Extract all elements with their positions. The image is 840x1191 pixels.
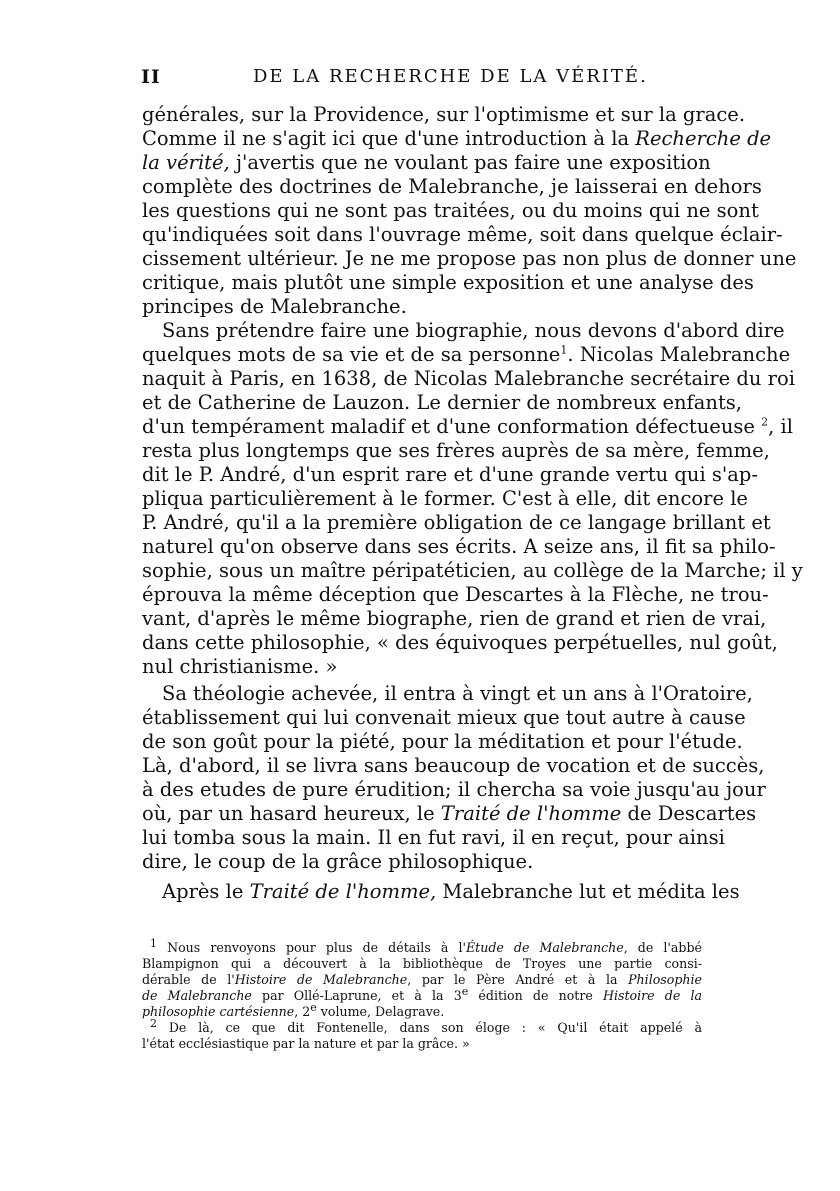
text-line: naquit à Paris, en 1638, de Nicolas Malebranche secrétaire du roi: [142, 367, 795, 390]
text-line: de son goût pour la piété, pour la méditation et pour l'étude.: [142, 730, 743, 753]
text-line: les questions qui ne sont pas traitées, ou du moins qui ne sont: [142, 199, 759, 222]
text-line: établissement qui lui convenait mieux que tout autre à cause: [142, 706, 746, 729]
text-line: nul christianisme. »: [142, 655, 338, 678]
text-line: dire, le coup de la grâce philosophique.: [142, 850, 534, 873]
text-line: quelques mots de sa vie et de sa personne$^1$. Nicolas Malebranche: [142, 343, 791, 366]
book-title-italic: la vérité,: [142, 151, 230, 174]
text-line: pliqua particulièrement à le former. C'est à elle, dit encore le: [142, 487, 748, 510]
text-line: où, par un hasard heureux, le Traité de l'homme de Descartes: [142, 802, 757, 825]
running-title: DE LA RECHERCHE DE LA VÉRITÉ.: [253, 66, 648, 87]
text-line: resta plus longtemps que ses frères auprès de sa mère, femme,: [142, 439, 770, 462]
text-line: qu'indiquées soit dans l'ouvrage même, soit dans quelque éclair-: [142, 223, 783, 246]
book-title-italic: Recherche de: [635, 127, 772, 150]
book-title-italic: Traité de l'homme: [440, 802, 622, 825]
text-line: critique, mais plutôt une simple exposition et une analyse des: [142, 271, 754, 294]
text-line: naturel qu'on observe dans ses écrits. A seize ans, il fit sa philo-: [142, 535, 776, 558]
footnote-line: $^2$ De là, ce que dit Fontenelle, dans son éloge : « Qu'il était appelé à: [150, 1016, 702, 1035]
text-line: générales, sur la Providence, sur l'optimisme et sur la grace.: [142, 103, 746, 126]
book-title-italic: Traité de l'homme,: [249, 880, 437, 903]
footnote-ref: 1: [560, 343, 568, 357]
text-line: dans cette philosophie, « des équivoques perpétuelles, nul goût,: [142, 631, 778, 654]
footnote-line: Blampignon qui a découvert à la bibliothèque de Troyes une partie consi-: [142, 956, 702, 971]
text-line: dit le P. André, d'un esprit rare et d'une grande vertu qui s'ap-: [142, 463, 758, 486]
footnote-ref: 2: [761, 415, 769, 429]
text-line: d'un tempérament maladif et d'une conformation défectueuse $^2$, il: [142, 415, 794, 438]
footnote-mark: 1: [150, 936, 157, 950]
text-line: cissement ultérieur. Je ne me propose pas non plus de donner une: [142, 247, 797, 270]
page-number: II: [141, 66, 161, 88]
footnote-line: l'état ecclésiastique par la nature et par la grâce. »: [142, 1036, 470, 1051]
footnote-mark: 2: [150, 1016, 157, 1030]
text-line: vant, d'après le même biographe, rien de grand et rien de vrai,: [142, 607, 767, 630]
text-line: la vérité, j'avertis que ne voulant pas faire une exposition: [142, 151, 711, 174]
footnote-line: philosophie cartésienne, 2e volume, Delagrave.: [142, 1000, 445, 1019]
footnote-line: de Malebranche par Ollé-Laprune, et à la 3e édition de notre Histoire de la: [142, 984, 702, 1003]
paragraph-start: Sans prétendre faire une biographie, nous devons d'abord dire: [162, 319, 785, 342]
text-line: à des etudes de pure érudition; il chercha sa voie jusqu'au jour: [142, 778, 766, 801]
text-line: lui tomba sous la main. Il en fut ravi, il en reçut, pour ainsi: [142, 826, 725, 849]
text-line: et de Catherine de Lauzon. Le dernier de nombreux enfants,: [142, 391, 742, 414]
text-line: P. André, qu'il a la première obligation de ce langage brillant et: [142, 511, 771, 534]
text-line: principes de Malebranche.: [142, 295, 407, 318]
paragraph-start: Sa théologie achevée, il entra à vingt et un ans à l'Oratoire,: [162, 682, 753, 705]
text-line: éprouva la même déception que Descartes à la Flèche, ne trou-: [142, 583, 769, 606]
text-line: Là, d'abord, il se livra sans beaucoup de vocation et de succès,: [142, 754, 765, 777]
text-line: sophie, sous un maître péripatéticien, au collège de la Marche; il y: [142, 559, 803, 582]
paragraph-start: Après le Traité de l'homme, Malebranche lut et médita les: [162, 880, 740, 903]
footnote-line: dérable de l'Histoire de Malebranche, par le Père André et à la Philosophie: [142, 972, 702, 987]
page-header: [141, 64, 701, 88]
text-line: complète des doctrines de Malebranche, je laisserai en dehors: [142, 175, 762, 198]
footnote-line: $^1$ Nous renvoyons pour plus de détails à l'Étude de Malebranche, de l'abbé: [150, 936, 702, 955]
text-line: Comme il ne s'agit ici que d'une introduction à la Recherche de: [142, 127, 772, 150]
